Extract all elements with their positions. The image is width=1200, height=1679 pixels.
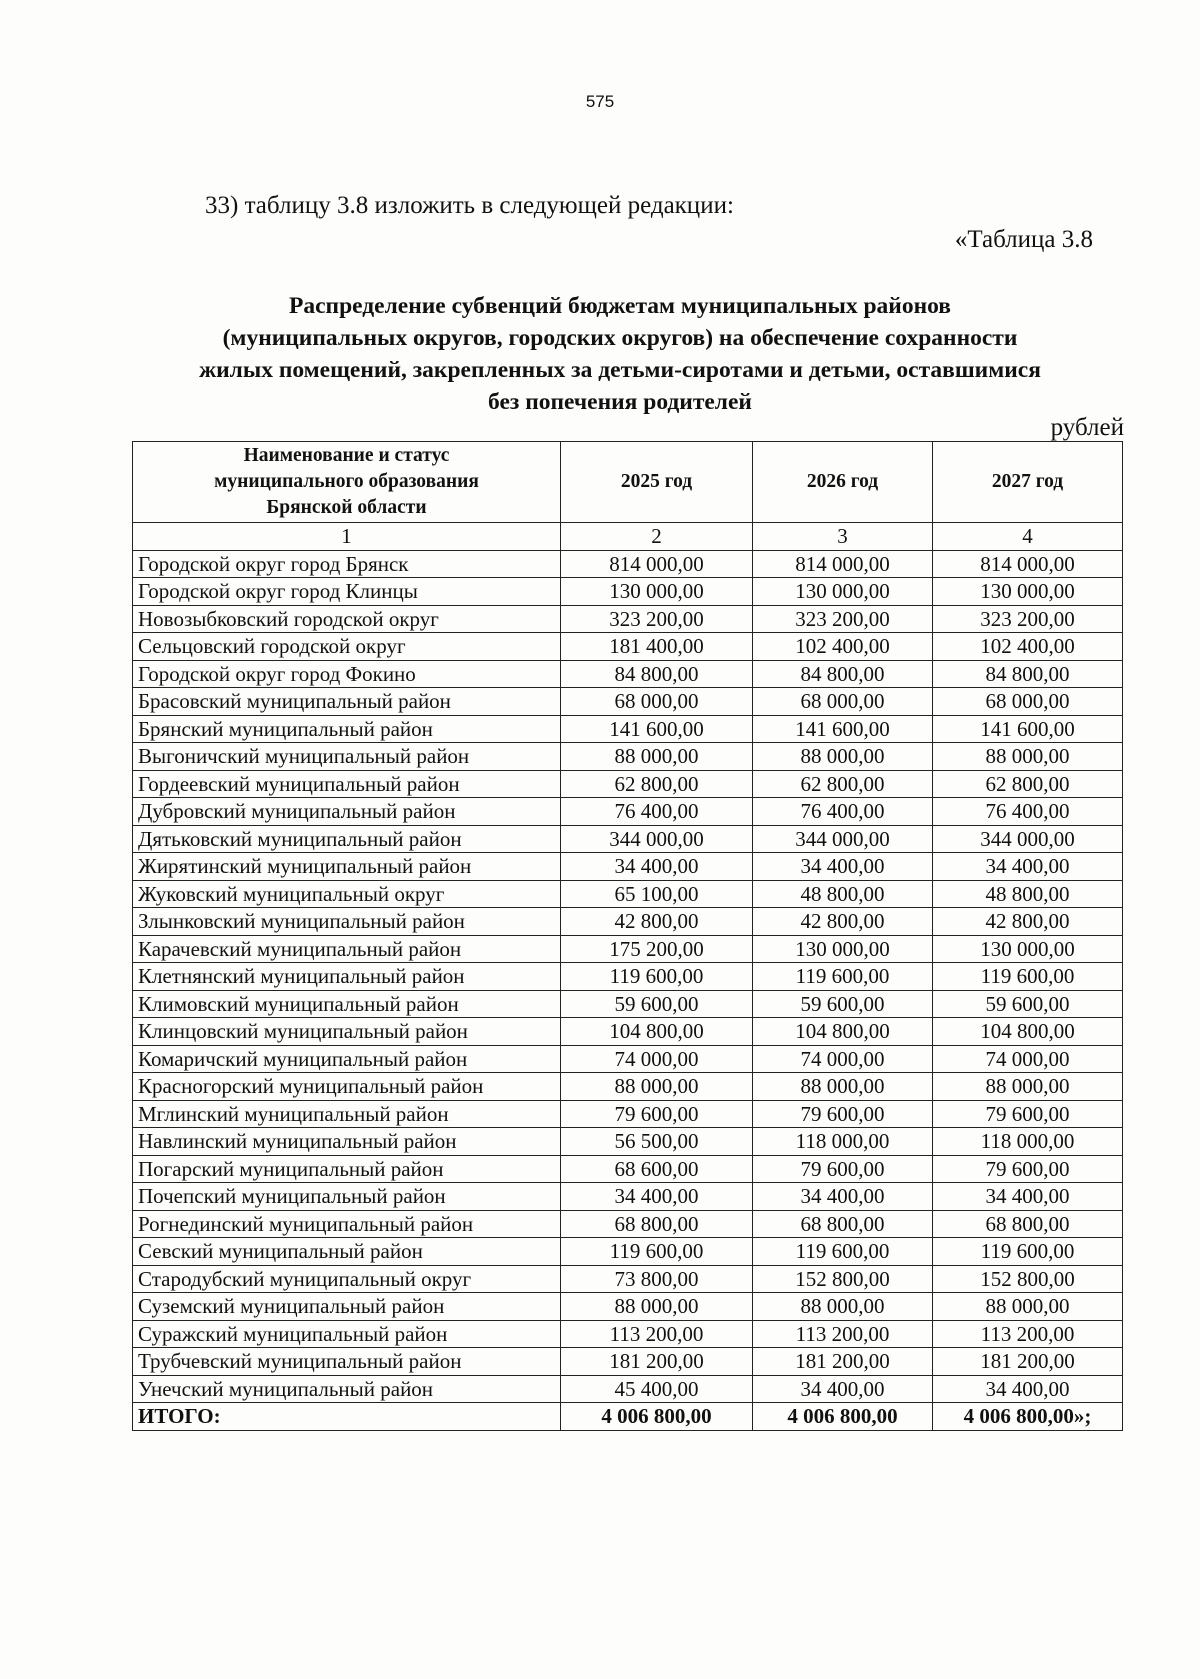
table-row bbox=[133, 578, 1123, 606]
cell-value-2025: 59 600,00 bbox=[561, 990, 753, 1018]
total-value-2026: 4 006 800,00 bbox=[753, 1403, 933, 1431]
cell-value-2027: 344 000,00 bbox=[933, 825, 1123, 853]
table-row bbox=[133, 743, 1123, 771]
intro-paragraph: 33) таблицу 3.8 изложить в следующей редакции: bbox=[205, 192, 734, 219]
header-2026: 2026 год bbox=[753, 442, 933, 523]
header-2027: 2027 год bbox=[933, 442, 1123, 523]
table-row bbox=[133, 935, 1123, 963]
cell-name: Климовский муниципальный район bbox=[133, 990, 561, 1018]
cell-value-2026: 344 000,00 bbox=[753, 825, 933, 853]
cell-value-2027: 68 800,00 bbox=[933, 1210, 1123, 1238]
table-row bbox=[133, 605, 1123, 633]
table-row bbox=[133, 1265, 1123, 1293]
cell-value-2025: 62 800,00 bbox=[561, 770, 753, 798]
cell-name: Брянский муниципальный район bbox=[133, 715, 561, 743]
column-number-row bbox=[133, 523, 1123, 551]
cell-name: Красногорский муниципальный район bbox=[133, 1073, 561, 1101]
cell-name: Выгоничский муниципальный район bbox=[133, 743, 561, 771]
table-row bbox=[133, 1073, 1123, 1101]
table-row bbox=[133, 688, 1123, 716]
title-line: (муниципальных округов, городских округов) на обеспечение сохранности bbox=[222, 325, 1018, 351]
cell-value-2026: 323 200,00 bbox=[753, 605, 933, 633]
cell-value-2027: 34 400,00 bbox=[933, 1375, 1123, 1403]
cell-value-2027: 34 400,00 bbox=[933, 853, 1123, 881]
cell-value-2025: 104 800,00 bbox=[561, 1018, 753, 1046]
cell-name: Унечский муниципальный район bbox=[133, 1375, 561, 1403]
cell-value-2027: 102 400,00 bbox=[933, 633, 1123, 661]
cell-value-2025: 88 000,00 bbox=[561, 743, 753, 771]
cell-value-2027: 88 000,00 bbox=[933, 1293, 1123, 1321]
cell-name: Почепский муниципальный район bbox=[133, 1183, 561, 1211]
total-value-2025: 4 006 800,00 bbox=[561, 1403, 753, 1431]
cell-value-2027: 113 200,00 bbox=[933, 1320, 1123, 1348]
table-row bbox=[133, 963, 1123, 991]
title-line: без попечения родителей bbox=[488, 389, 752, 415]
table-row bbox=[133, 1100, 1123, 1128]
cell-value-2025: 42 800,00 bbox=[561, 908, 753, 936]
cell-value-2026: 814 000,00 bbox=[753, 550, 933, 578]
cell-value-2026: 119 600,00 bbox=[753, 963, 933, 991]
cell-value-2025: 74 000,00 bbox=[561, 1045, 753, 1073]
table-row bbox=[133, 550, 1123, 578]
table-row bbox=[133, 633, 1123, 661]
cell-value-2026: 119 600,00 bbox=[753, 1238, 933, 1266]
cell-name: Дятьковский муниципальный район bbox=[133, 825, 561, 853]
cell-value-2027: 104 800,00 bbox=[933, 1018, 1123, 1046]
header-name bbox=[133, 442, 561, 523]
cell-name: Дубровский муниципальный район bbox=[133, 798, 561, 826]
cell-value-2027: 42 800,00 bbox=[933, 908, 1123, 936]
subventions-table bbox=[132, 441, 1123, 1431]
table-row bbox=[133, 1210, 1123, 1238]
cell-value-2026: 88 000,00 bbox=[753, 1073, 933, 1101]
cell-value-2027: 48 800,00 bbox=[933, 880, 1123, 908]
cell-name: Навлинский муниципальный район bbox=[133, 1128, 561, 1156]
cell-name: Брасовский муниципальный район bbox=[133, 688, 561, 716]
cell-value-2026: 102 400,00 bbox=[753, 633, 933, 661]
cell-value-2026: 88 000,00 bbox=[753, 1293, 933, 1321]
cell-value-2027: 88 000,00 bbox=[933, 743, 1123, 771]
total-row bbox=[133, 1403, 1123, 1431]
cell-value-2027: 79 600,00 bbox=[933, 1155, 1123, 1183]
cell-value-2026: 118 000,00 bbox=[753, 1128, 933, 1156]
table-title bbox=[120, 290, 1120, 418]
cell-value-2027: 79 600,00 bbox=[933, 1100, 1123, 1128]
cell-value-2026: 79 600,00 bbox=[753, 1155, 933, 1183]
cell-value-2025: 814 000,00 bbox=[561, 550, 753, 578]
cell-value-2025: 175 200,00 bbox=[561, 935, 753, 963]
cell-value-2025: 45 400,00 bbox=[561, 1375, 753, 1403]
cell-name: Суражский муниципальный район bbox=[133, 1320, 561, 1348]
cell-value-2026: 34 400,00 bbox=[753, 1183, 933, 1211]
table-row bbox=[133, 1128, 1123, 1156]
cell-value-2027: 130 000,00 bbox=[933, 935, 1123, 963]
cell-name: Жуковский муниципальный округ bbox=[133, 880, 561, 908]
cell-value-2025: 76 400,00 bbox=[561, 798, 753, 826]
table-reference: «Таблица 3.8 bbox=[954, 226, 1093, 253]
cell-value-2025: 181 200,00 bbox=[561, 1348, 753, 1376]
cell-value-2025: 84 800,00 bbox=[561, 660, 753, 688]
table-row bbox=[133, 1348, 1123, 1376]
cell-value-2026: 130 000,00 bbox=[753, 578, 933, 606]
cell-value-2026: 79 600,00 bbox=[753, 1100, 933, 1128]
cell-value-2026: 84 800,00 bbox=[753, 660, 933, 688]
cell-name: Трубчевский муниципальный район bbox=[133, 1348, 561, 1376]
cell-value-2025: 323 200,00 bbox=[561, 605, 753, 633]
cell-value-2026: 113 200,00 bbox=[753, 1320, 933, 1348]
cell-value-2026: 130 000,00 bbox=[753, 935, 933, 963]
cell-value-2027: 130 000,00 bbox=[933, 578, 1123, 606]
cell-value-2025: 68 000,00 bbox=[561, 688, 753, 716]
cell-value-2026: 76 400,00 bbox=[753, 798, 933, 826]
cell-value-2025: 34 400,00 bbox=[561, 853, 753, 881]
table-row bbox=[133, 825, 1123, 853]
cell-value-2025: 181 400,00 bbox=[561, 633, 753, 661]
cell-value-2026: 181 200,00 bbox=[753, 1348, 933, 1376]
table-row bbox=[133, 1018, 1123, 1046]
cell-value-2025: 119 600,00 bbox=[561, 1238, 753, 1266]
table-row bbox=[133, 1320, 1123, 1348]
cell-value-2025: 141 600,00 bbox=[561, 715, 753, 743]
table-row bbox=[133, 770, 1123, 798]
table-row bbox=[133, 1183, 1123, 1211]
header-name-line: Наименование и статус bbox=[243, 445, 450, 466]
cell-value-2027: 76 400,00 bbox=[933, 798, 1123, 826]
table-row bbox=[133, 853, 1123, 881]
cell-name: Городской округ город Фокино bbox=[133, 660, 561, 688]
total-value-2027: 4 006 800,00»; bbox=[933, 1403, 1123, 1431]
cell-value-2025: 68 600,00 bbox=[561, 1155, 753, 1183]
cell-value-2025: 88 000,00 bbox=[561, 1293, 753, 1321]
cell-value-2026: 68 000,00 bbox=[753, 688, 933, 716]
cell-value-2027: 84 800,00 bbox=[933, 660, 1123, 688]
cell-value-2025: 34 400,00 bbox=[561, 1183, 753, 1211]
title-line: жилых помещений, закрепленных за детьми-сиротами и детьми, оставшимися bbox=[199, 357, 1041, 383]
cell-name: Городской округ город Брянск bbox=[133, 550, 561, 578]
cell-value-2026: 62 800,00 bbox=[753, 770, 933, 798]
cell-value-2026: 48 800,00 bbox=[753, 880, 933, 908]
cell-value-2027: 119 600,00 bbox=[933, 963, 1123, 991]
cell-name: Стародубский муниципальный округ bbox=[133, 1265, 561, 1293]
cell-value-2026: 152 800,00 bbox=[753, 1265, 933, 1293]
total-name: ИТОГО: bbox=[133, 1403, 561, 1431]
cell-name: Городской округ город Клинцы bbox=[133, 578, 561, 606]
table-row bbox=[133, 880, 1123, 908]
cell-value-2025: 88 000,00 bbox=[561, 1073, 753, 1101]
column-number: 2 bbox=[561, 523, 753, 551]
cell-name: Комаричский муниципальный район bbox=[133, 1045, 561, 1073]
table-row bbox=[133, 1155, 1123, 1183]
cell-value-2026: 34 400,00 bbox=[753, 1375, 933, 1403]
cell-value-2025: 73 800,00 bbox=[561, 1265, 753, 1293]
cell-value-2026: 42 800,00 bbox=[753, 908, 933, 936]
cell-value-2025: 113 200,00 bbox=[561, 1320, 753, 1348]
units-label: рублей bbox=[1050, 414, 1124, 441]
cell-value-2026: 34 400,00 bbox=[753, 853, 933, 881]
cell-name: Карачевский муниципальный район bbox=[133, 935, 561, 963]
cell-value-2026: 141 600,00 bbox=[753, 715, 933, 743]
cell-value-2025: 68 800,00 bbox=[561, 1210, 753, 1238]
header-row bbox=[133, 442, 1123, 523]
cell-value-2027: 68 000,00 bbox=[933, 688, 1123, 716]
table-row bbox=[133, 715, 1123, 743]
cell-name: Злынковский муниципальный район bbox=[133, 908, 561, 936]
cell-value-2027: 118 000,00 bbox=[933, 1128, 1123, 1156]
cell-value-2025: 119 600,00 bbox=[561, 963, 753, 991]
cell-value-2027: 62 800,00 bbox=[933, 770, 1123, 798]
cell-value-2025: 65 100,00 bbox=[561, 880, 753, 908]
cell-value-2026: 74 000,00 bbox=[753, 1045, 933, 1073]
cell-name: Новозыбковский городской округ bbox=[133, 605, 561, 633]
cell-value-2027: 59 600,00 bbox=[933, 990, 1123, 1018]
cell-value-2027: 74 000,00 bbox=[933, 1045, 1123, 1073]
column-number: 3 bbox=[753, 523, 933, 551]
cell-value-2025: 56 500,00 bbox=[561, 1128, 753, 1156]
cell-value-2027: 181 200,00 bbox=[933, 1348, 1123, 1376]
column-number: 4 bbox=[933, 523, 1123, 551]
column-number: 1 bbox=[133, 523, 561, 551]
cell-name: Мглинский муниципальный район bbox=[133, 1100, 561, 1128]
cell-value-2025: 344 000,00 bbox=[561, 825, 753, 853]
cell-name: Севский муниципальный район bbox=[133, 1238, 561, 1266]
cell-value-2026: 68 800,00 bbox=[753, 1210, 933, 1238]
cell-value-2026: 88 000,00 bbox=[753, 743, 933, 771]
table-row bbox=[133, 660, 1123, 688]
cell-value-2026: 59 600,00 bbox=[753, 990, 933, 1018]
cell-value-2025: 79 600,00 bbox=[561, 1100, 753, 1128]
table-body bbox=[133, 550, 1123, 1430]
cell-name: Клетнянский муниципальный район bbox=[133, 963, 561, 991]
table-row bbox=[133, 990, 1123, 1018]
table-row bbox=[133, 1238, 1123, 1266]
cell-name: Клинцовский муниципальный район bbox=[133, 1018, 561, 1046]
cell-value-2027: 88 000,00 bbox=[933, 1073, 1123, 1101]
table-row bbox=[133, 798, 1123, 826]
cell-name: Суземский муниципальный район bbox=[133, 1293, 561, 1321]
cell-value-2025: 130 000,00 bbox=[561, 578, 753, 606]
table-row bbox=[133, 1293, 1123, 1321]
cell-name: Погарский муниципальный район bbox=[133, 1155, 561, 1183]
cell-name: Жирятинский муниципальный район bbox=[133, 853, 561, 881]
header-name-line: Брянской области bbox=[266, 497, 427, 518]
cell-value-2027: 119 600,00 bbox=[933, 1238, 1123, 1266]
page-number: 575 bbox=[585, 92, 615, 111]
table-row bbox=[133, 1375, 1123, 1403]
cell-name: Рогнединский муниципальный район bbox=[133, 1210, 561, 1238]
cell-value-2027: 34 400,00 bbox=[933, 1183, 1123, 1211]
header-name-line: муниципального образования bbox=[214, 471, 479, 492]
cell-value-2027: 141 600,00 bbox=[933, 715, 1123, 743]
cell-value-2026: 104 800,00 bbox=[753, 1018, 933, 1046]
table-row bbox=[133, 908, 1123, 936]
title-line: Распределение субвенций бюджетам муниципальных районов bbox=[289, 293, 951, 319]
header-2025: 2025 год bbox=[561, 442, 753, 523]
cell-value-2027: 152 800,00 bbox=[933, 1265, 1123, 1293]
cell-name: Сельцовский городской округ bbox=[133, 633, 561, 661]
cell-name: Гордеевский муниципальный район bbox=[133, 770, 561, 798]
cell-value-2027: 323 200,00 bbox=[933, 605, 1123, 633]
cell-value-2027: 814 000,00 bbox=[933, 550, 1123, 578]
table-row bbox=[133, 1045, 1123, 1073]
